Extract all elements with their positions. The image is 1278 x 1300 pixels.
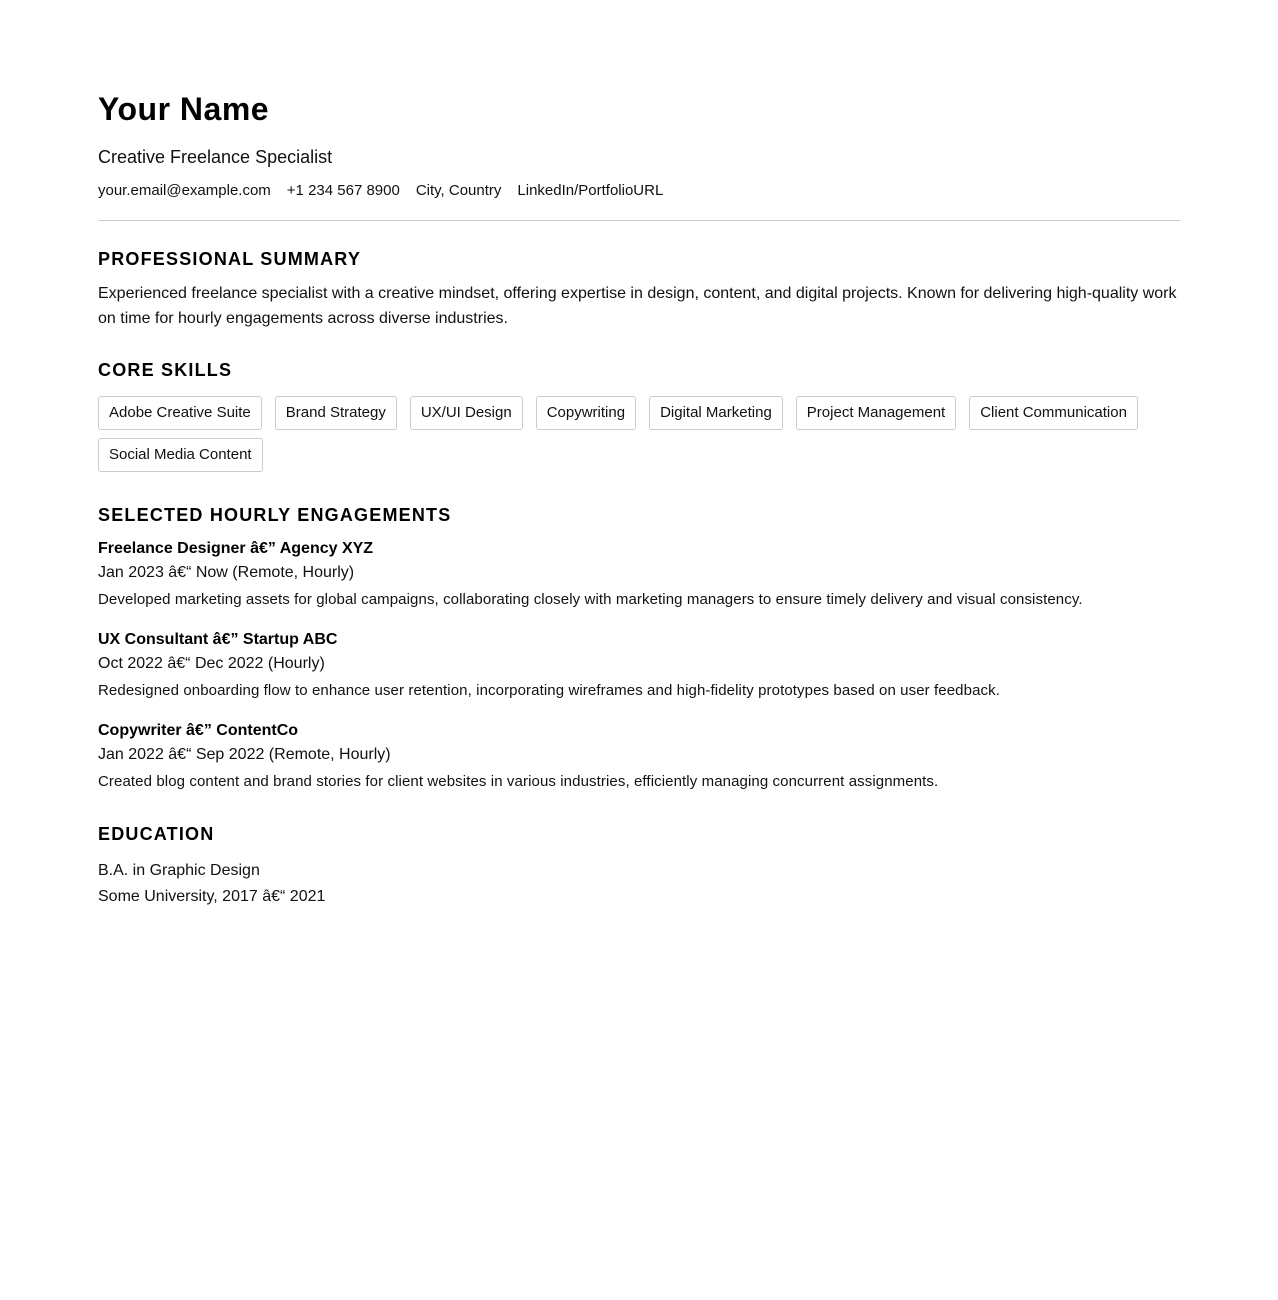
contact-info [98, 182, 663, 200]
skill-tag: Copywriting [536, 396, 636, 430]
education-entry [98, 858, 325, 910]
header-divider [98, 220, 1180, 221]
skill-tag: Digital Marketing [649, 396, 783, 430]
summary-text: Experienced freelance specialist with a creative mindset, offering expertise in design, content, and digital projects. Known for delivering high-quality work on time for hourly engagements across diverse industries. [98, 285, 1177, 327]
skills-list [98, 396, 1180, 472]
engagement-description: Developed marketing assets for global campaigns, collaborating closely with marketing managers to ensure timely delivery and visual consistency. [98, 591, 1083, 608]
candidate-title: Creative Freelance Specialist [98, 147, 333, 167]
engagement-description: Created blog content and brand stories for client websites in various industries, efficiently managing concurrent assignments. [98, 773, 939, 790]
skill-tag: Social Media Content [98, 438, 263, 472]
engagement-item [98, 630, 1180, 700]
skill-tag: Adobe Creative Suite [98, 396, 262, 430]
skill-tag: UX/UI Design [410, 396, 523, 430]
skills-heading: CORE SKILLS [98, 360, 233, 380]
education-heading: EDUCATION [98, 824, 215, 844]
engagement-title: Copywriter â€” ContentCo [98, 722, 299, 739]
engagement-dates: Jan 2023 â€“ Now (Remote, Hourly) [98, 564, 355, 581]
education-degree: B.A. in Graphic Design [98, 862, 260, 879]
summary-heading: PROFESSIONAL SUMMARY [98, 249, 362, 269]
skill-tag: Brand Strategy [275, 396, 397, 430]
engagement-item [98, 539, 1180, 609]
skill-tag: Project Management [796, 396, 956, 430]
contact-link[interactable]: LinkedIn/PortfolioURL [517, 182, 664, 199]
engagement-dates: Oct 2022 â€“ Dec 2022 (Hourly) [98, 655, 325, 672]
engagement-item [98, 721, 1180, 791]
engagement-dates: Jan 2022 â€“ Sep 2022 (Remote, Hourly) [98, 746, 391, 763]
engagement-title: UX Consultant â€” Startup ABC [98, 631, 338, 648]
contact-phone: +1 234 567 8900 [286, 182, 400, 199]
engagement-description: Redesigned onboarding flow to enhance user retention, incorporating wireframes and high-fidelity prototypes based on user feedback. [98, 682, 1000, 699]
engagements-heading: SELECTED HOURLY ENGAGEMENTS [98, 505, 452, 525]
skill-tag: Client Communication [969, 396, 1138, 430]
engagement-title: Freelance Designer â€” Agency XYZ [98, 540, 374, 557]
contact-email[interactable]: your.email@example.com [98, 182, 271, 199]
candidate-name: Your Name [98, 91, 270, 127]
education-school: Some University, 2017 â€“ 2021 [98, 888, 326, 905]
contact-location: City, Country [415, 182, 502, 199]
